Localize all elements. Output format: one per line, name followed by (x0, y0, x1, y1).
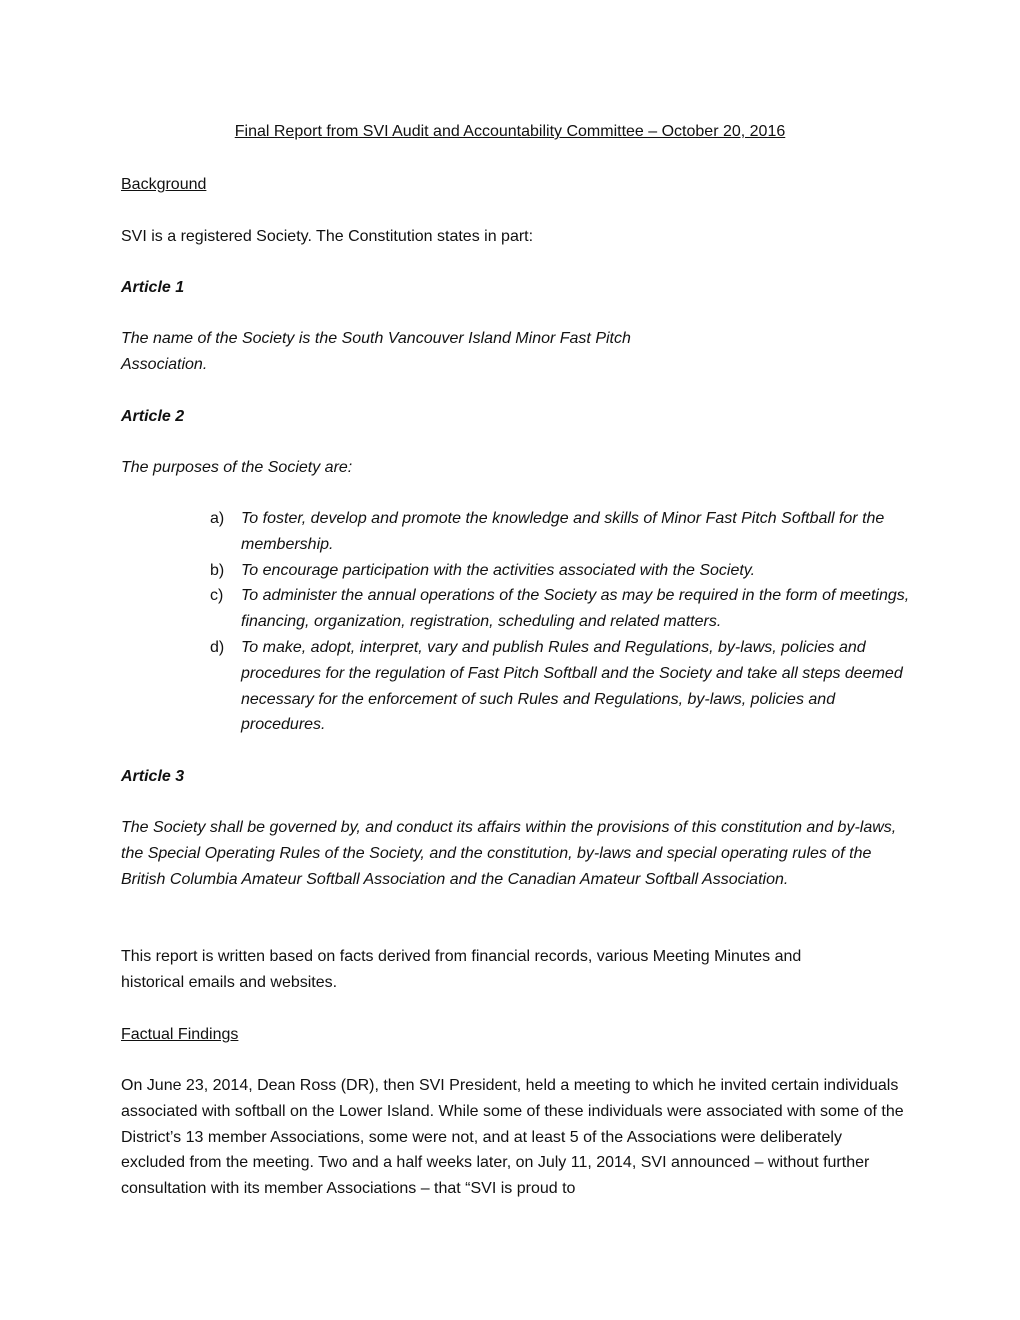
findings-paragraph: On June 23, 2014, Dean Ross (DR), then SVI President, held a meeting to which he invited certain individuals associated with softball on the Lower Island. While some of these individuals were associated with some of the District’s 13 member Associations, some were not, and at least 5 of the Associations were deliberately excluded from the meeting. Two and a half weeks later, on July 11, 2014, SVI announced – without further consultation with its member Associations – that “SVI is proud to (121, 1077, 904, 1198)
list-item (210, 506, 910, 558)
article-3-text: The Society shall be governed by, and conduct its affairs within the provisions of this constitution and by-laws, the Special Operating Rules of the Society, and the constitution, by-laws and special operating rules of the British Columbia Amateur Softball Association and the Canadian Amateur Softball Association. (121, 819, 897, 888)
report-basis-paragraph: This report is written based on facts derived from financial records, various Meeting Minutes and historical emails and websites. (121, 948, 802, 991)
intro-paragraph: SVI is a registered Society. The Constitution states in part: (121, 228, 534, 245)
list-item (210, 583, 910, 635)
article-1-text-line-1: The name of the Society is the South Vancouver Island Minor Fast Pitch (121, 330, 631, 347)
factual-findings-heading: Factual Findings (121, 1026, 239, 1043)
article-3-heading: Article 3 (121, 768, 185, 785)
background-heading: Background (121, 176, 207, 193)
list-item (210, 635, 910, 738)
list-item-text: To make, adopt, interpret, vary and publish Rules and Regulations, by-laws, policies and procedures for the regulation of Fast Pitch Softball and the Society and take all steps deemed necessary for the enforcement of such Rules and Regulations, by-laws, policies and procedures. (241, 638, 903, 734)
list-item-text: To foster, develop and promote the knowledge and skills of Minor Fast Pitch Softball for the membership. (241, 510, 885, 553)
list-marker: c) (210, 587, 224, 605)
list-item-text: To encourage participation with the activities associated with the Society. (241, 561, 756, 579)
article-1-text-line-2: Association. (121, 355, 208, 373)
document-title: Final Report from SVI Audit and Accountability Committee – October 20, 2016 (234, 123, 786, 140)
article-2-heading: Article 2 (121, 408, 185, 425)
list-item (210, 558, 910, 584)
article-2-lead: The purposes of the Society are: (121, 459, 353, 476)
list-item-text: To administer the annual operations of the Society as may be required in the form of meetings, financing, organization, registration, scheduling and related matters. (241, 587, 910, 631)
purposes-list (210, 506, 910, 738)
list-marker: d) (210, 638, 225, 656)
list-marker: b) (210, 561, 225, 579)
article-1-heading: Article 1 (121, 279, 185, 296)
list-marker: a) (210, 510, 225, 527)
article-1-text (121, 326, 901, 378)
